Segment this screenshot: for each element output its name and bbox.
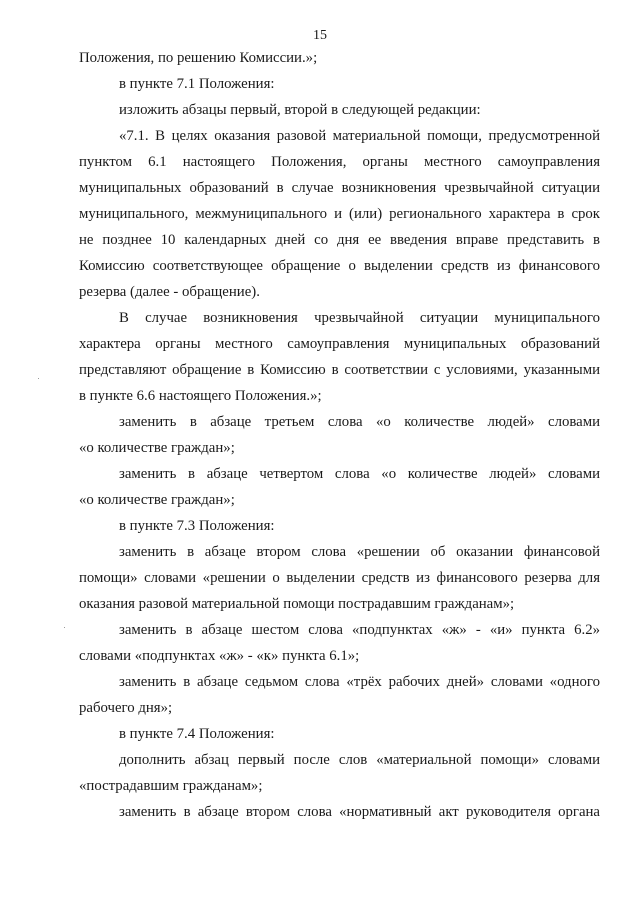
text-line: словами «подпунктах «ж» - «к» пункта 6.1»; (79, 648, 360, 664)
page-number: 15 (313, 28, 327, 43)
text-line: в пункте 7.1 Положения: (119, 76, 275, 92)
text-line: заменить в абзаце седьмом слова «трёх рабочих дней» словами «одного (119, 674, 600, 690)
text-line: рабочего дня»; (79, 700, 173, 716)
text-line: заменить в абзаце четвертом слова «о количестве людей» словами (119, 466, 600, 482)
text-line: заменить в абзаце втором слова «решении об оказании финансовой (119, 544, 600, 560)
scan-speck (38, 378, 39, 379)
text-line: «7.1. В целях оказания разовой материальной помощи, предусмотренной (119, 128, 600, 144)
text-line: изложить абзацы первый, второй в следующей редакции: (119, 102, 481, 118)
text-line: Положения, по решению Комиссии.»; (79, 50, 318, 66)
text-line: В случае возникновения чрезвычайной ситуации муниципального (119, 310, 600, 326)
text-line: «о количестве граждан»; (79, 440, 235, 456)
text-line: оказания разовой материальной помощи пострадавшим гражданам»; (79, 596, 515, 612)
text-line: заменить в абзаце шестом слова «подпунктах «ж» - «и» пункта 6.2» (119, 622, 600, 638)
text-line: «пострадавшим гражданам»; (79, 778, 263, 794)
text-line: заменить в абзаце третьем слова «о количестве людей» словами (119, 414, 600, 430)
document-body (79, 45, 600, 825)
text-line: пунктом 6.1 настоящего Положения, органы местного самоуправления (79, 154, 600, 170)
text-line: помощи» словами «решении о выделении средств из финансового резерва для (79, 570, 600, 586)
text-line: дополнить абзац первый после слов «материальной помощи» словами (119, 752, 600, 768)
text-line: в пункте 6.6 настоящего Положения.»; (79, 388, 322, 404)
text-line: представляют обращение в Комиссию в соответствии с условиями, указанными (79, 362, 600, 378)
text-line: заменить в абзаце втором слова «нормативный акт руководителя органа (119, 804, 600, 820)
text-line: не позднее 10 календарных дней со дня ее введения вправе представить в (79, 232, 600, 248)
text-line: в пункте 7.3 Положения: (119, 518, 275, 534)
text-line: характера органы местного самоуправления муниципальных образований (79, 336, 600, 352)
text-line: муниципальных образований в случае возникновения чрезвычайной ситуации (79, 180, 600, 196)
text-line: резерва (далее - обращение). (79, 284, 260, 300)
scan-speck (64, 627, 65, 628)
text-line: Комиссию соответствующее обращение о выделении средств из финансового (79, 258, 600, 274)
text-line: в пункте 7.4 Положения: (119, 726, 275, 742)
text-line: муниципального, межмуниципального и (или) регионального характера в срок (79, 206, 600, 222)
text-line: «о количестве граждан»; (79, 492, 235, 508)
